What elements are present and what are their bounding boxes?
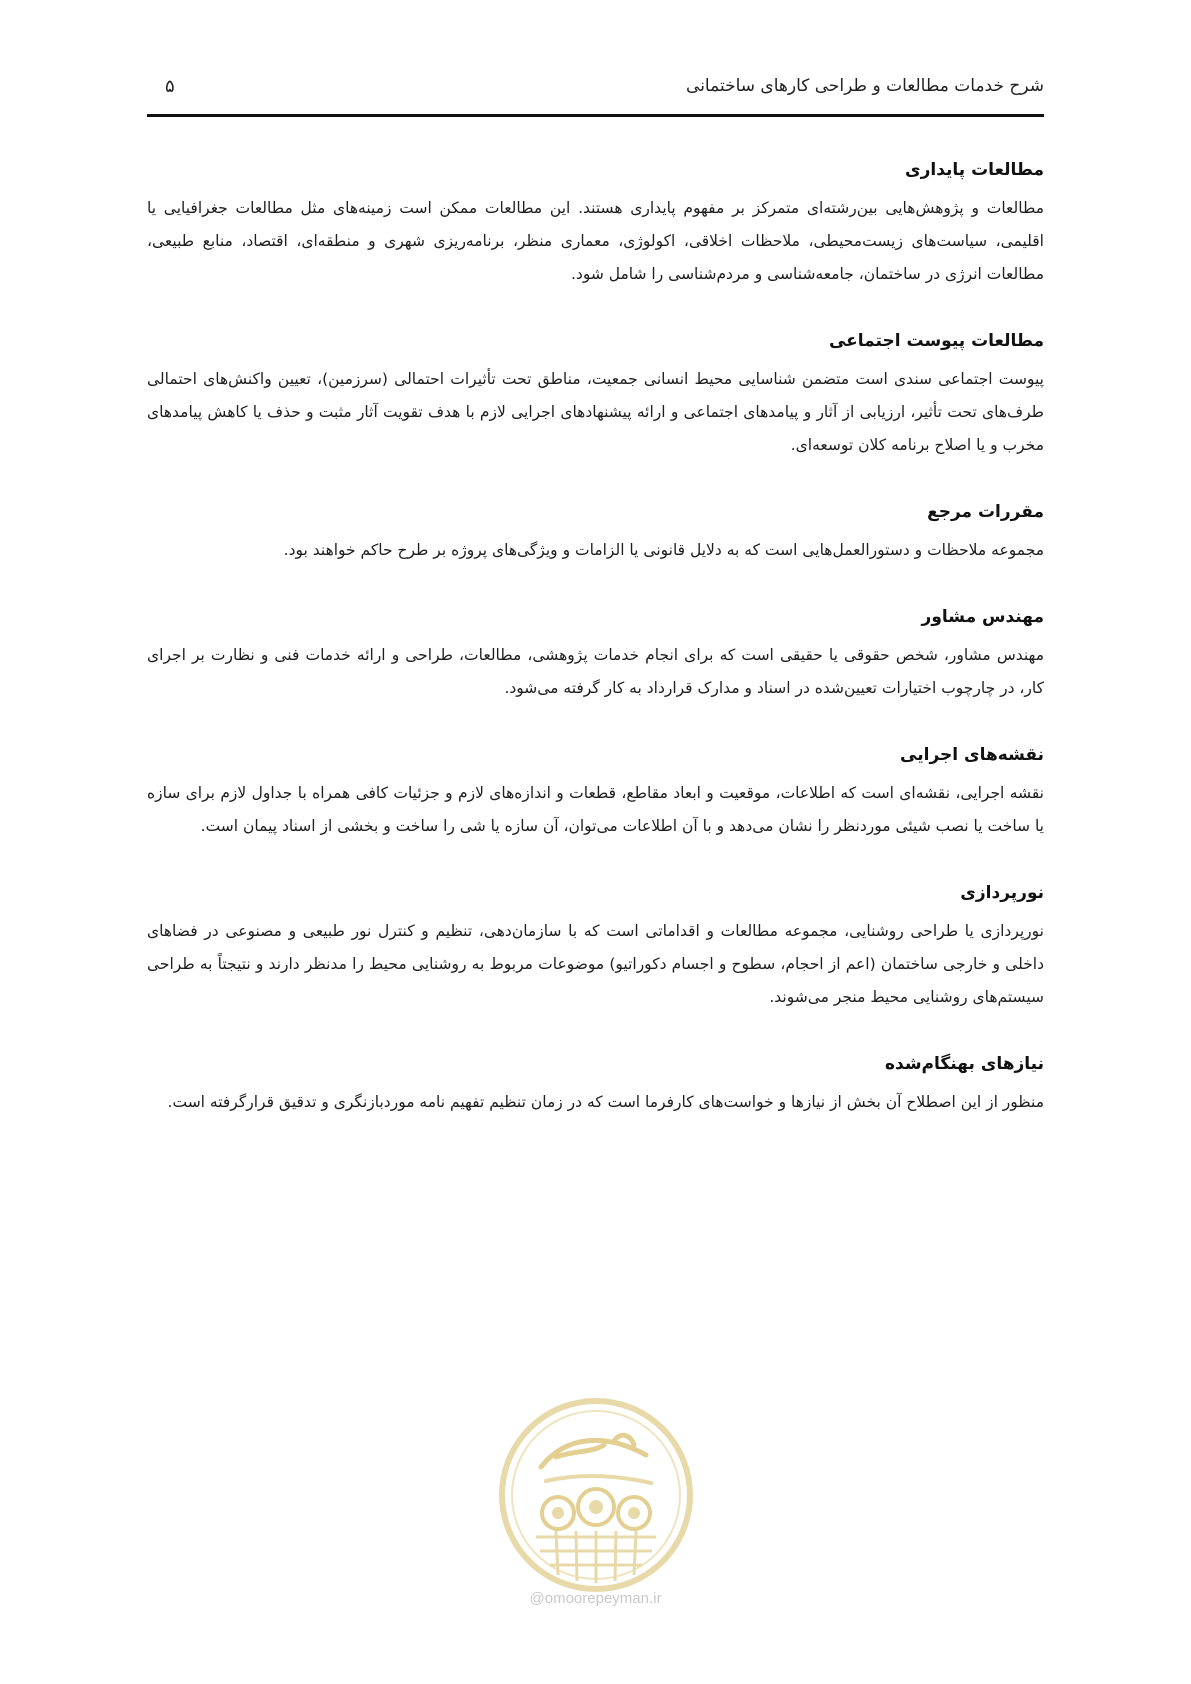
section-consulting-engineer — [147, 607, 1044, 705]
watermark-website: @omoorepeyman.ir — [529, 1590, 662, 1607]
section-body: مطالعات و پژوهش‌هایی بین‌رشته‌ای متمرکز بر مفهوم پایداری هستند. این مطالعات ممکن است زمینه‌های مثل مطالعات جغرافیایی یا اقلیمی، سیاست‌های زیست‌محیطی، ملاحظات اخلاقی، اکولوژی، معماری منظر، برنامه‌ریزی شهری و منطقه‌ای، اقتصاد، منابع طبیعی، مطالعات انرژی در ساختمان، جامعه‌شناسی و مردم‌شناسی را شامل شود. — [147, 199, 1044, 283]
section-title: نورپردازی — [960, 883, 1044, 903]
section-title: مهندس مشاور — [921, 607, 1044, 627]
section-body: مهندس مشاور، شخص حقوقی یا حقیقی است که برای انجام خدمات پژوهشی، مطالعات، طراحی و ارائه خدمات فنی و نظارت بر اجرای کار، در چارچوب اختیارات تعیین‌شده در اسناد و مدارک قرارداد به کار گرفته می‌شود. — [147, 646, 1044, 697]
section-title: نیازهای بهنگام‌شده — [884, 1054, 1044, 1074]
header-divider — [147, 114, 1044, 117]
section-title: مطالعات پیوست اجتماعی — [828, 331, 1044, 351]
page-header — [147, 70, 1044, 118]
section-body: مجموعه ملاحظات و دستورالعمل‌هایی است که به دلایل قانونی یا الزامات و ویژگی‌های پروژه بر طرح حاکم خواهند بود. — [283, 541, 1044, 559]
section-title: مطالعات پایداری — [905, 160, 1044, 180]
main-content — [147, 160, 1044, 1159]
section-body: نقشه اجرایی، نقشه‌ای است که اطلاعات، موقعیت و ابعاد مقاطع، قطعات و اندازه‌های لازم و جزئیات کافی همراه با جداول لازم برای سازه یا ساخت یا نصب شیئی موردنظر را نشان می‌دهد و با آن اطلاعات می‌توان، آن سازه یا شی را ساخت و بخشی از اسناد پیمان است. — [147, 784, 1044, 835]
section-sustainability-studies — [147, 160, 1044, 291]
section-reference-regulations — [147, 502, 1044, 567]
section-lighting — [147, 883, 1044, 1014]
section-social-annex-studies — [147, 331, 1044, 462]
section-title: مقررات مرجع — [927, 502, 1044, 522]
section-updated-needs — [147, 1054, 1044, 1119]
page-number: ۵ — [165, 76, 175, 97]
logo-seal-icon — [496, 1395, 696, 1595]
section-executive-drawings — [147, 745, 1044, 843]
section-title: نقشه‌های اجرایی — [900, 745, 1044, 765]
section-body: نورپردازی یا طراحی روشنایی، مجموعه مطالعات و اقداماتی است که با سازمان‌دهی، تنظیم و کنترل نور طبیعی و مصنوعی در فضاهای داخلی و خارجی ساختمان (اعم از احجام، سطوح و اجسام دکوراتیو) موضوعات مربوط به روشنایی محیط را مدنظر دارند و نتیجتاً به طراحی سیستم‌های روشنایی محیط منجر می‌شوند. — [147, 922, 1044, 1006]
header-title: شرح خدمات مطالعات و طراحی کارهای ساختمانی — [686, 76, 1044, 96]
section-body: پیوست اجتماعی سندی است متضمن شناسایی محیط انسانی جمعیت، مناطق تحت تأثیرات احتمالی (سرزمین)، تعیین واکنش‌های احتمالی طرف‌های تحت تأثیر، ارزیابی از آثار و پیامدهای اجتماعی و ارائه پیشنهادهای اجرایی لازم با هدف تقویت آثار مثبت و حذف یا کاهش پیامدهای مخرب و یا اصلاح برنامه کلان توسعه‌ای. — [147, 370, 1044, 454]
watermark-logo — [0, 1395, 1191, 1595]
section-body: منظور از این اصطلاح آن بخش از نیازها و خواست‌های کارفرما است که در زمان تنظیم تفهیم نامه موردبازنگری و تدقیق قرارگرفته است. — [167, 1093, 1044, 1111]
